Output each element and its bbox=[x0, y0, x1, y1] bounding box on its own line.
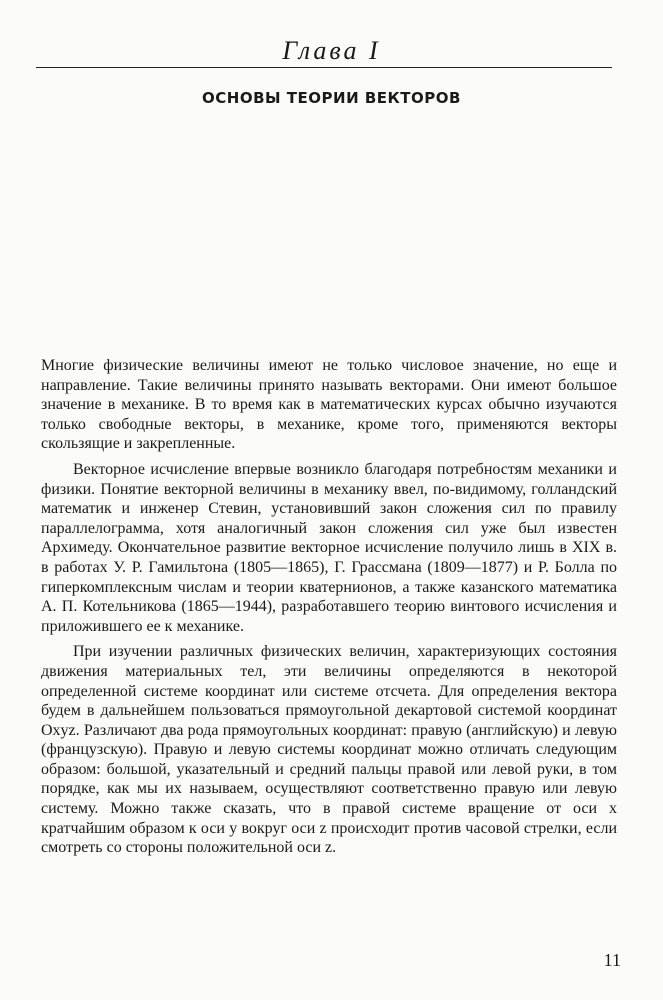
heading-rule bbox=[36, 67, 612, 68]
body-text bbox=[41, 356, 617, 864]
chapter-title: ОСНОВЫ ТЕОРИИ ВЕКТОРОВ bbox=[202, 89, 461, 107]
chapter-heading: Глава I bbox=[282, 36, 381, 65]
paragraph-2: Векторное исчисление впервые возникло благодаря потребностям механики и физики. Понятие векторной величины в механику ввел, по-видимому, голландский математик и инженер Стевин, установивший закон сложения сил по правилу параллелограмма, хотя аналогичный закон сложения сил уже был известен Архимеду. Окончательное развитие векторное исчисление получило лишь в XIX в. в работах У. Р. Гамильтона (1805—1865), Г. Грассмана (1809—1877) и Р. Болла по гиперкомплексным числам и теории кватернионов, а также казанского математика А. П. Котельникова (1865—1944), разработавшего теорию винтового исчисления и приложившего ее к механике. bbox=[41, 460, 617, 635]
paragraph-1: Многие физические величины имеют не только числовое значение, но еще и направление. Такие величины принято называть векторами. Они имеют большое значение в механике. В то время как в математических курсах обычно изучаются только свободные векторы, в механике, кроме того, применяются векторы скользящие и закрепленные. bbox=[41, 357, 617, 453]
paragraph-3: При изучении различных физических величин, характеризующих состояния движения материальных тел, эти величины определяются в некоторой определенной системе координат или системе отсчета. Для определения вектора будем в дальнейшем пользоваться прямоугольной декартовой системой координат Oxyz. Различают два рода прямоугольных координат: правую (английскую) и левую (французскую). Правую и левую системы координат можно отличать следующим образом: большой, указательный и средний пальцы правой или левой руки, в том порядке, как мы их называем, осуществляют соответственно правую или левую систему. Можно также сказать, что в правой системе вращение от оси x кратчайшим образом к оси y вокруг оси z происходит против часовой стрелки, если смотреть со стороны положительной оси z. bbox=[41, 643, 617, 857]
page-number: 11 bbox=[603, 950, 621, 970]
